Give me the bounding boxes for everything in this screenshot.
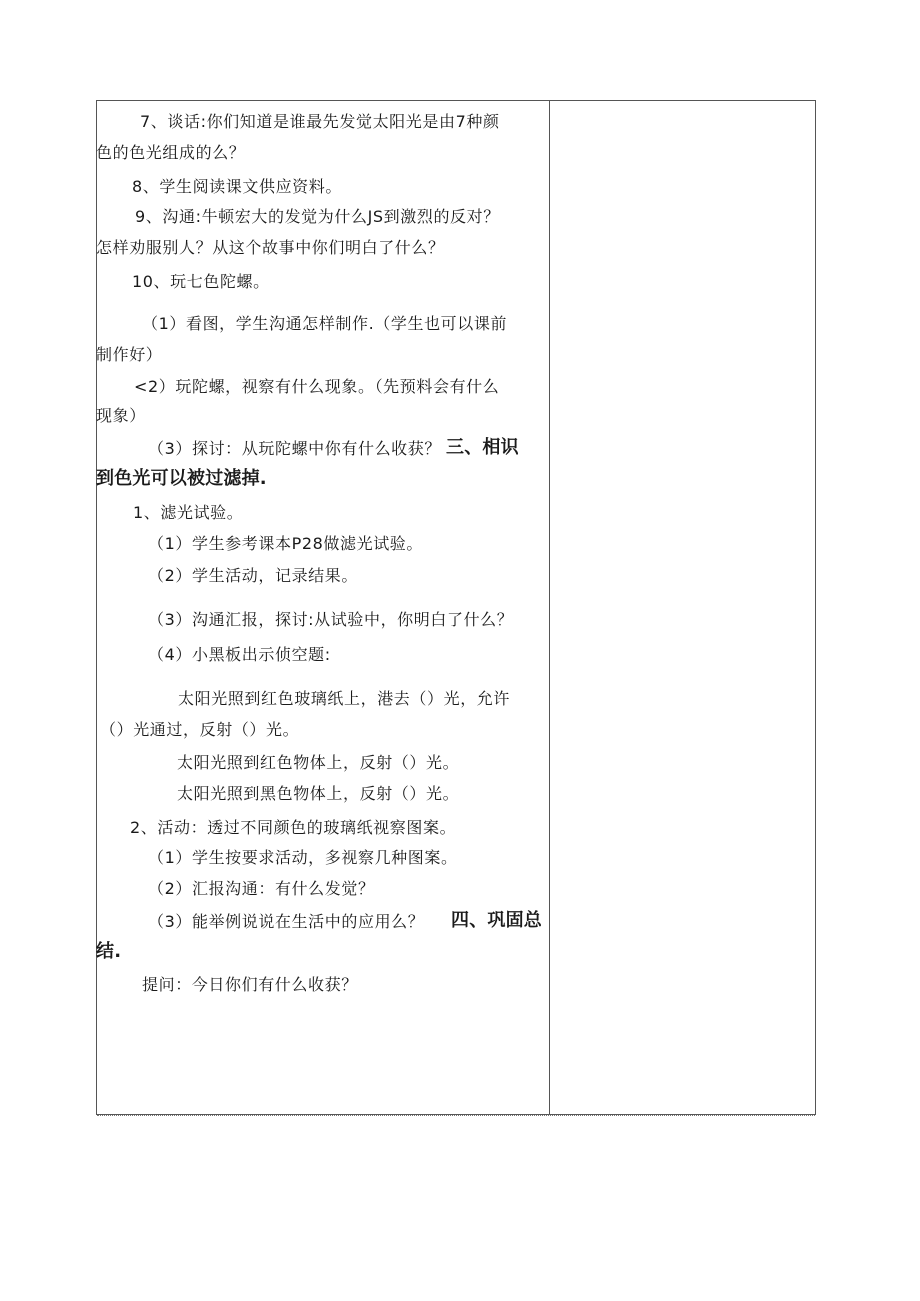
section-4-heading-part-1: 四、巩固总 (451, 910, 542, 931)
fill-blank-1-line-2: （）光通过，反射（）光。 (100, 720, 300, 739)
step-10-line: 10、玩七色陀螺。 (132, 272, 270, 291)
closing-question: 提问：今日你们有什么收获？ (142, 975, 358, 994)
fill-blank-1-line-1: 太阳光照到红色玻璃纸上，港去（）光，允许 (178, 689, 511, 708)
section-4-heading-part-2: 结. (96, 941, 122, 962)
filter-step-2: （2）学生活动，记录结果。 (148, 566, 358, 585)
step-7-line-2: 色的色光组成的么？ (96, 143, 246, 162)
activity-step-2: （2）汇报沟通：有什么发觉？ (148, 879, 375, 898)
activity-title: 2、活动：透过不同颜色的玻璃纸视察图案。 (130, 818, 457, 837)
filter-experiment-title: 1、滤光试验。 (133, 503, 244, 522)
step-10-2-line-2: 现象） (96, 406, 146, 425)
fill-blank-2: 太阳光照到红色物体上，反射（）光。 (177, 753, 460, 772)
step-10-2-line-1: <2）玩陀螺，视察有什么现象。（先预料会有什么 (134, 377, 500, 396)
step-10-1-line-1: （1）看图，学生沟通怎样制作.（学生也可以课前 (142, 314, 508, 333)
step-10-3-line: （3）探讨：从玩陀螺中你有什么收获？ (148, 439, 441, 458)
step-9-line-2: 怎样劝服别人？从这个故事中你们明白了什么？ (96, 238, 445, 257)
filter-step-4: （4）小黑板出示侦空题: (148, 645, 331, 664)
step-10-1-line-2: 制作好） (96, 345, 163, 364)
filter-step-3: （3）沟通汇报，探讨:从试验中，你明白了什么？ (148, 610, 514, 629)
section-3-heading-part-1: 三、相识 (446, 437, 519, 458)
step-9-line-1: 9、沟通:牛顿宏大的发觉为什么JS到激烈的反对？ (135, 207, 500, 226)
filter-step-1: （1）学生参考课本P28做滤光试验。 (148, 534, 423, 553)
column-divider (549, 101, 550, 1114)
table-bottom-border (97, 1114, 815, 1116)
step-8-line: 8、学生阅读课文供应资料。 (132, 177, 342, 196)
fill-blank-3: 太阳光照到黑色物体上，反射（）光。 (177, 784, 460, 803)
step-7-line-1: 7、谈话:你们知道是谁最先发觉太阳光是由7种颜 (140, 112, 500, 131)
activity-step-1: （1）学生按要求活动，多视察几种图案。 (148, 848, 458, 867)
activity-step-3: （3）能举例说说在生活中的应用么？ (148, 912, 425, 931)
section-3-heading-part-2: 到色光可以被过滤掉. (96, 468, 267, 489)
